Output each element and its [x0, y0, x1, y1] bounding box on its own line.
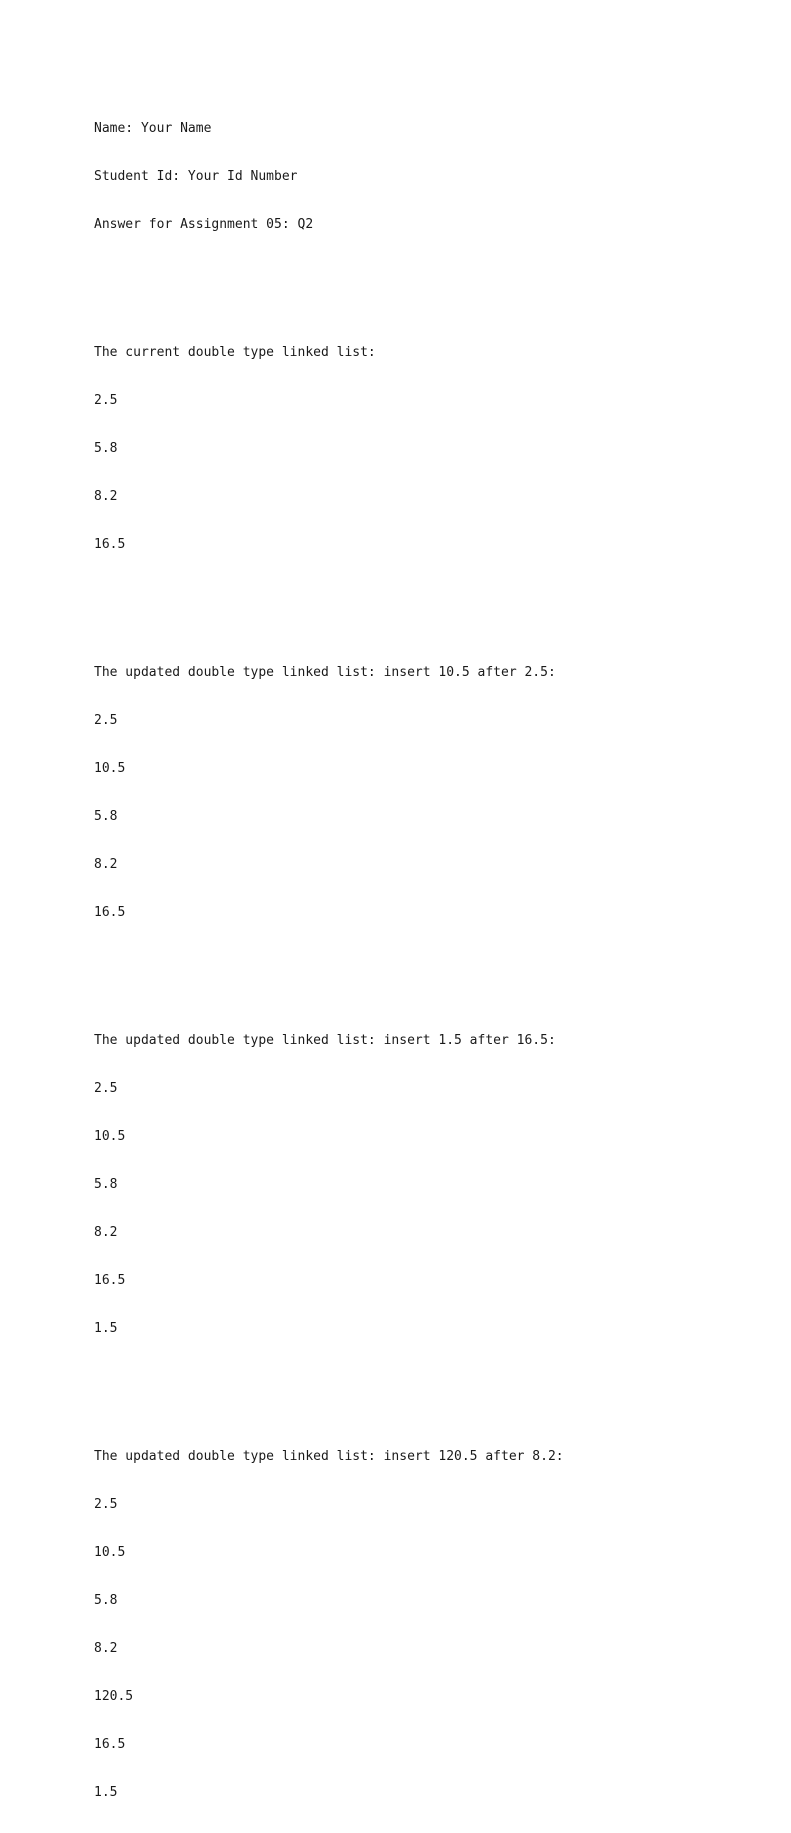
list-value: 10.5 — [94, 1129, 126, 1144]
list-value: 16.5 — [94, 905, 126, 920]
list-value: 16.5 — [94, 1273, 126, 1288]
list-value: 2.5 — [94, 1081, 118, 1096]
section-heading: The current double type linked list: — [94, 345, 376, 360]
answer-line: Answer for Assignment 05: Q2 — [94, 217, 314, 232]
list-value: 5.8 — [94, 1593, 118, 1608]
section-heading: The updated double type linked list: insert 10.5 after 2.5: — [94, 665, 556, 680]
list-value: 8.2 — [94, 1225, 118, 1240]
section-gap — [94, 1385, 754, 1401]
list-value: 120.5 — [94, 1689, 134, 1704]
program-output — [94, 89, 754, 1800]
section-gap — [94, 281, 754, 297]
list-value: 5.8 — [94, 809, 118, 824]
list-value: 2.5 — [94, 393, 118, 408]
student-id-line: Student Id: Your Id Number — [94, 169, 298, 184]
section-gap — [94, 969, 754, 985]
list-value: 1.5 — [94, 1785, 118, 1800]
list-value: 8.2 — [94, 489, 118, 504]
list-value: 5.8 — [94, 1177, 118, 1192]
list-value: 8.2 — [94, 1641, 118, 1656]
list-value: 2.5 — [94, 1497, 118, 1512]
list-value: 8.2 — [94, 857, 118, 872]
list-value: 10.5 — [94, 1545, 126, 1560]
name-line: Name: Your Name — [94, 121, 212, 136]
section-heading: The updated double type linked list: insert 120.5 after 8.2: — [94, 1449, 564, 1464]
section-heading: The updated double type linked list: insert 1.5 after 16.5: — [94, 1033, 556, 1048]
list-value: 16.5 — [94, 1737, 126, 1752]
list-value: 10.5 — [94, 761, 126, 776]
list-value: 5.8 — [94, 441, 118, 456]
list-value: 2.5 — [94, 713, 118, 728]
list-value: 1.5 — [94, 1321, 118, 1336]
list-value: 16.5 — [94, 537, 126, 552]
section-gap — [94, 601, 754, 617]
